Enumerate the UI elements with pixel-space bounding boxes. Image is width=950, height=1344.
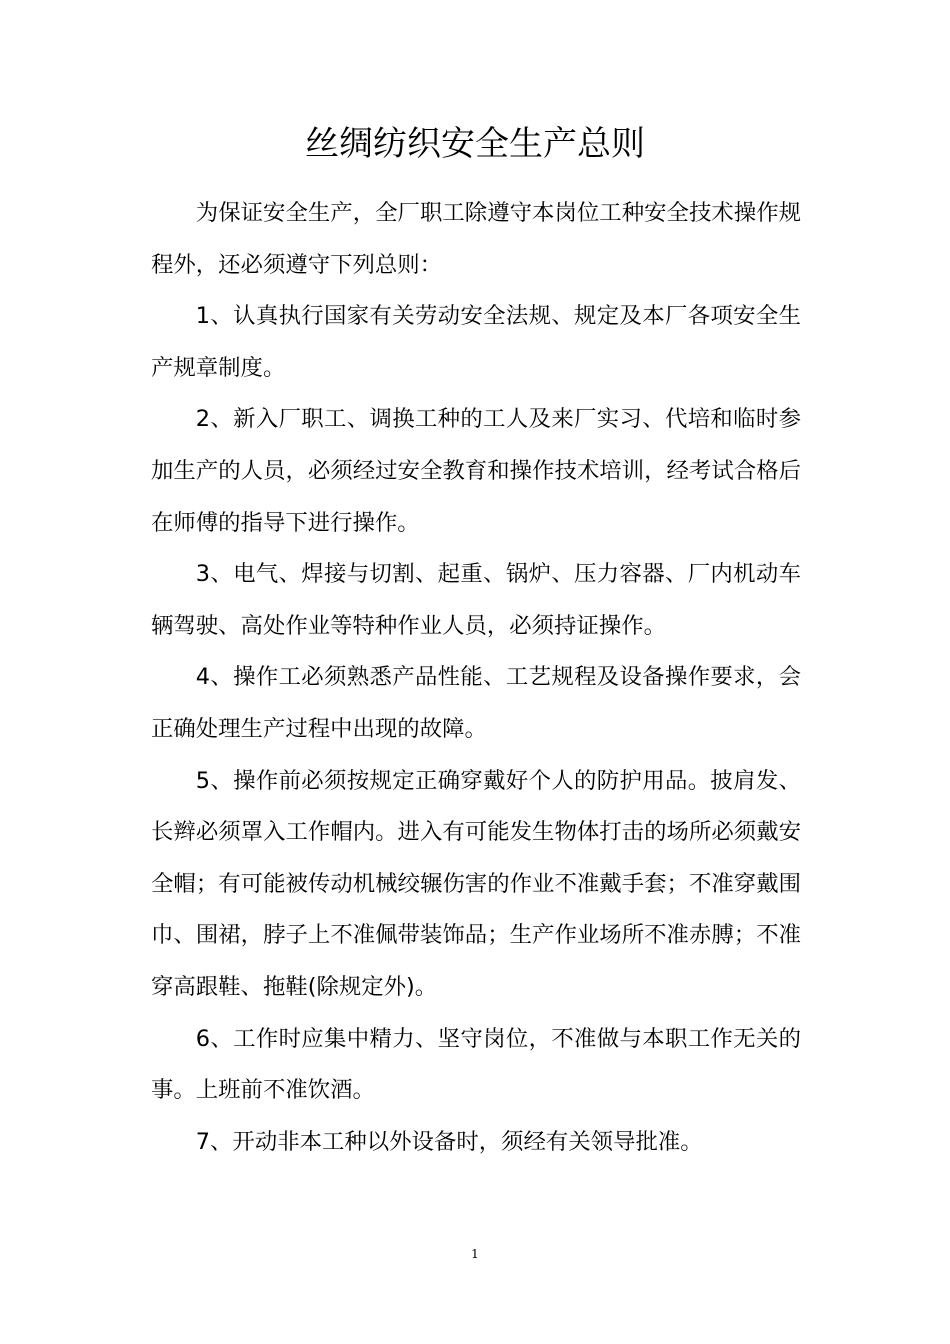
paragraph-rule-2: 2、新入厂职工、调换工种的工人及来厂实习、代培和临时参加生产的人员，必须经过安全教育和操作技术培训，经考试合格后在师傅的指导下进行操作。 — [151, 406, 801, 536]
page-number: 1 — [471, 1247, 479, 1261]
paragraph-rule-4: 4、操作工必须熟悉产品性能、工艺规程及设备操作要求，会正确处理生产过程中出现的故障。 — [151, 664, 801, 742]
paragraph-rule-3: 3、电气、焊接与切割、起重、锅炉、压力容器、厂内机动车辆驾驶、高处作业等特种作业人员，必须持证操作。 — [151, 561, 801, 639]
paragraph-rule-7: 7、开动非本工种以外设备时，须经有关领导批准。 — [195, 1128, 703, 1155]
document-title: 丝绸纺织安全生产总则 — [305, 124, 645, 164]
paragraph-rule-1: 1、认真执行国家有关劳动安全法规、规定及本厂各项安全生产规章制度。 — [151, 303, 801, 381]
paragraph-rule-6: 6、工作时应集中精力、坚守岗位，不准做与本职工作无关的事。上班前不准饮酒。 — [151, 1025, 801, 1104]
document-body — [151, 188, 801, 1168]
paragraph-rule-5: 5、操作前必须按规定正确穿戴好个人的防护用品。披肩发、长辫必须罩入工作帽内。进入有可能发生物体打击的场所必须戴安全帽；有可能被传动机械绞辗伤害的作业不准戴手套；不准穿戴围巾、围裙，脖子上不准佩带装饰品；生产作业场所不准赤膊；不准穿高跟鞋、拖鞋(除规定外)。 — [151, 767, 801, 1000]
paragraph-intro: 为保证安全生产，全厂职工除遵守本岗位工种安全技术操作规程外，还必须遵守下列总则： — [151, 200, 801, 278]
